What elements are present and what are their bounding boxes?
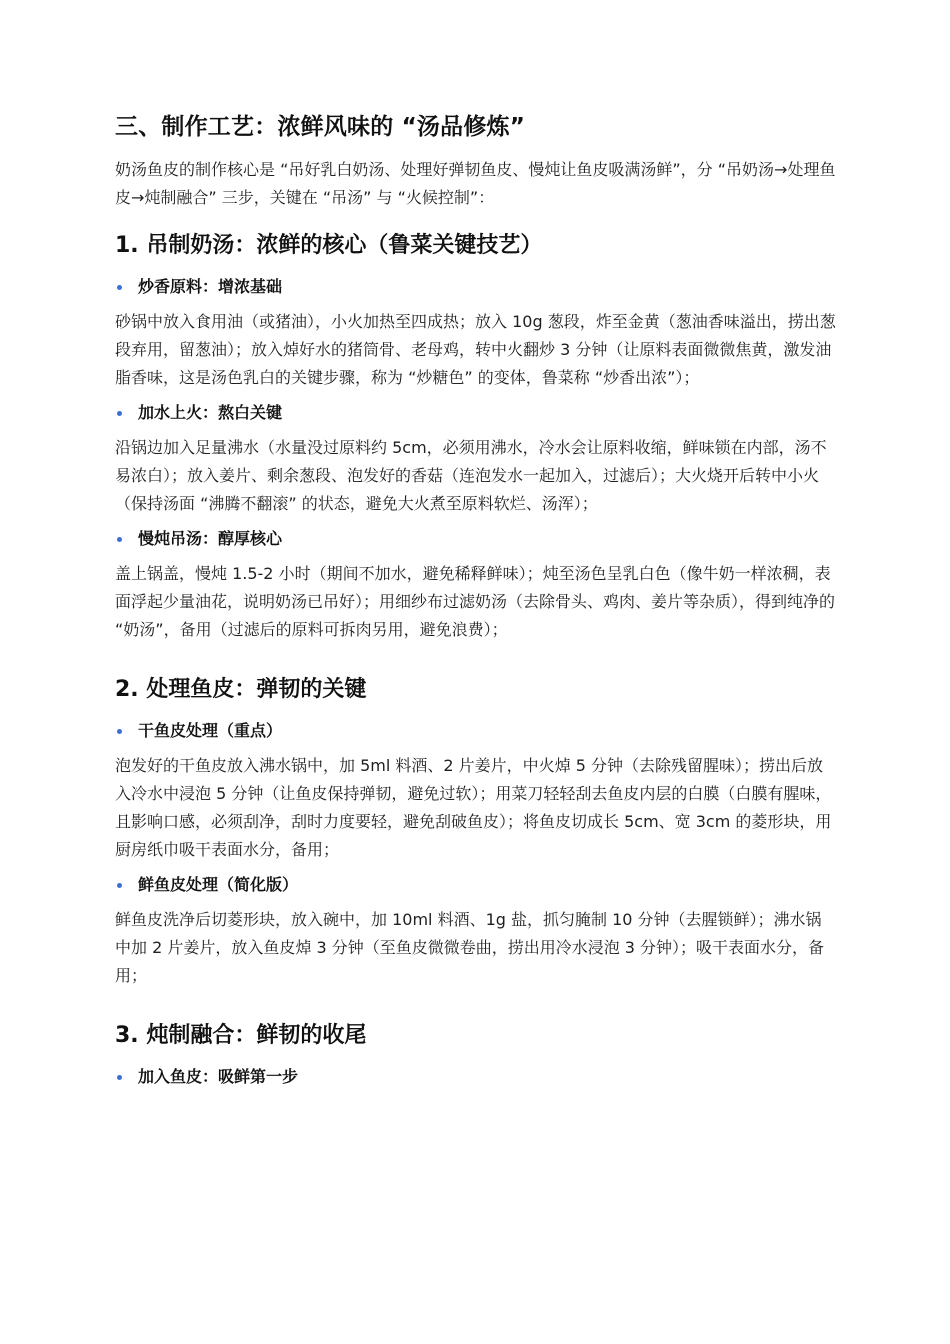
step-paragraph: 鲜鱼皮洗净后切菱形块，放入碗中，加 10ml 料酒、1g 盐，抓匀腌制 10 分钟（去腥锁鲜）；沸水锅中加 2 片姜片，放入鱼皮焯 3 分钟（至鱼皮微微卷曲，捞出用冷水浸泡 3 分钟）；吸干表面水分，备用； — [115, 910, 825, 985]
bullet-label: 炒香原料：增浓基础 — [138, 277, 283, 296]
bullet-dot-icon — [117, 411, 122, 416]
bullet-item — [115, 718, 837, 744]
bullet-item — [115, 1064, 837, 1090]
bullet-label: 加入鱼皮：吸鲜第一步 — [138, 1067, 299, 1086]
step-paragraph: 盖上锅盖，慢炖 1.5-2 小时（期间不加水，避免稀释鲜味）；炖至汤色呈乳白色（像牛奶一样浓稠，表面浮起少量油花，说明奶汤已吊好）；用细纱布过滤奶汤（去除骨头、鸡肉、姜片等杂质），得到纯净的 “奶汤”，备用（过滤后的原料可拆肉另用，避免浪费）； — [115, 564, 836, 639]
step-3-title: 3. 炖制融合：鲜韧的收尾 — [115, 1023, 367, 1048]
bullet-dot-icon — [117, 285, 122, 290]
bullet-dot-icon — [117, 537, 122, 542]
step-paragraph: 泡发好的干鱼皮放入沸水锅中，加 5ml 料酒、2 片姜片，中火焯 5 分钟（去除残留腥味）；捞出后放入冷水中浸泡 5 分钟（让鱼皮保持弹韧，避免过软）；用菜刀轻轻刮去鱼皮内层的白膜（白膜有腥味，且影响口感，必须刮净，刮时力度要轻，避免刮破鱼皮）；将鱼皮切成长 5cm、宽 3cm 的菱形块，用厨房纸巾吸干表面水分，备用； — [115, 756, 832, 859]
bullet-item — [115, 872, 837, 898]
document-page — [115, 110, 837, 1098]
bullet-item — [115, 400, 837, 426]
section-title: 三、制作工艺：浓鲜风味的 “汤品修炼” — [115, 114, 526, 140]
step-1-title: 1. 吊制奶汤：浓鲜的核心（鲁菜关键技艺） — [115, 233, 543, 258]
bullet-label: 干鱼皮处理（重点） — [138, 721, 283, 740]
bullet-dot-icon — [117, 729, 122, 734]
bullet-dot-icon — [117, 1075, 122, 1080]
bullet-item — [115, 526, 837, 552]
step-paragraph: 沿锅边加入足量沸水（水量没过原料约 5cm，必须用沸水，冷水会让原料收缩，鲜味锁在内部，汤不易浓白）；放入姜片、剩余葱段、泡发好的香菇（连泡发水一起加入，过滤后）；大火烧开后转中小火（保持汤面 “沸腾不翻滚” 的状态，避免大火煮至原料软烂、汤浑）； — [115, 438, 827, 513]
bullet-label: 慢炖吊汤：醇厚核心 — [138, 529, 283, 548]
step-2-title: 2. 处理鱼皮：弹韧的关键 — [115, 677, 367, 702]
bullet-label: 加水上火：熬白关键 — [138, 403, 283, 422]
bullet-label: 鲜鱼皮处理（简化版） — [138, 875, 299, 894]
step-paragraph: 砂锅中放入食用油（或猪油），小火加热至四成热；放入 10g 葱段，炸至金黄（葱油香味溢出，捞出葱段弃用，留葱油）；放入焯好水的猪筒骨、老母鸡，转中火翻炒 3 分钟（让原料表面微微焦黄，激发油脂香味，这是汤色乳白的关键步骤，称为 “炒糖色” 的变体，鲁菜称 “炒香出浓”）； — [115, 312, 836, 387]
bullet-item — [115, 274, 837, 300]
bullet-dot-icon — [117, 883, 122, 888]
intro-paragraph: 奶汤鱼皮的制作核心是 “吊好乳白奶汤、处理好弹韧鱼皮、慢炖让鱼皮吸满汤鲜”，分 “吊奶汤→处理鱼皮→炖制融合” 三步，关键在 “吊汤” 与 “火候控制”： — [115, 160, 836, 207]
